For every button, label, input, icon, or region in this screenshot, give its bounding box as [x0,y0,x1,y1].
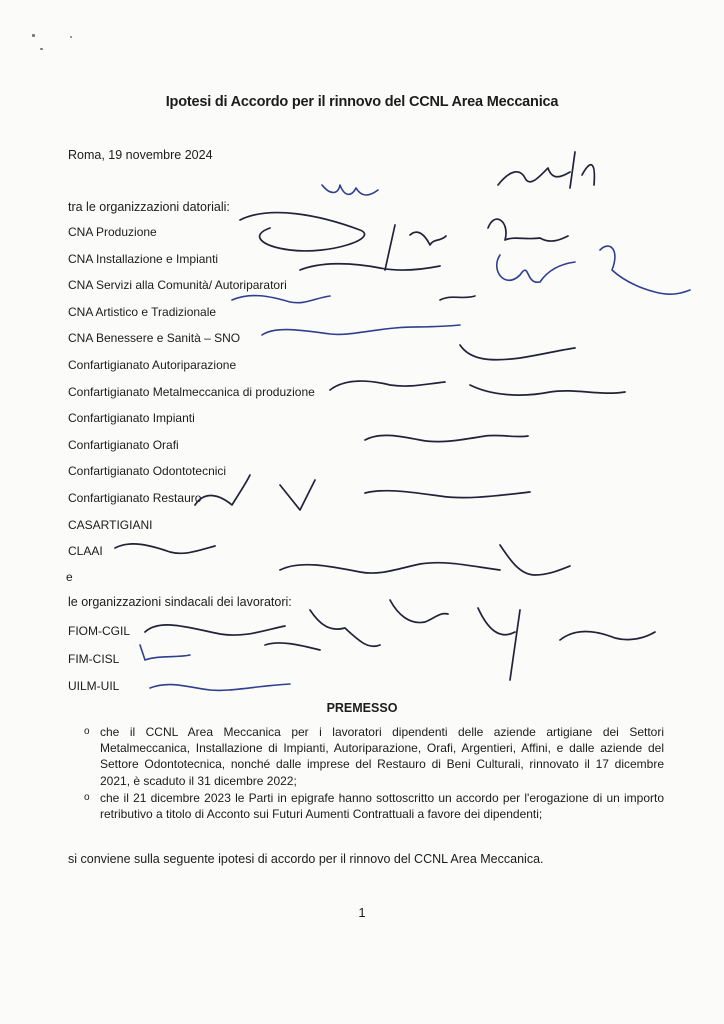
signature [265,643,320,650]
signature [150,684,290,690]
employer-organization: CNA Artistico e Tradizionale [68,304,217,319]
union-organization: UILM-UIL [68,679,120,693]
bullet-icon: o [84,791,90,803]
signature [460,345,575,360]
employer-organization: Confartigianato Impianti [68,411,195,426]
signature [310,610,380,646]
signature [570,152,594,188]
premise-item [86,790,664,822]
premise-text: che il 21 dicembre 2023 le Parti in epigrafe hanno sottoscritto un accordo per l'erogazione di un importo retributivo a titolo di Acconto sui Futuri Aumenti Contrattuali a favore dei dipendenti; [100,790,664,822]
bullet-icon: o [84,726,90,737]
date-line: Roma, 19 novembre 2024 [68,148,213,162]
signature [560,632,655,641]
union-organization-list [68,623,130,706]
employer-organization: CNA Installazione e Impianti [68,251,219,266]
employer-organization: Confartigianato Orafi [68,437,179,452]
signature [488,219,568,241]
conclusion-text: si conviene sulla seguente ipotesi di accordo per il rinnovo del CCNL Area Meccanica. [68,852,544,866]
conjunction: e [66,570,73,584]
premesso-heading: PREMESSO [326,701,398,715]
signature [600,246,690,294]
scan-speck [32,34,35,37]
employer-organization: CNA Benessere e Sanità – SNO [68,331,241,346]
scan-speck [70,36,72,38]
employer-organization-list [68,224,315,570]
premise-text: che il CCNL Area Meccanica per i lavoratori dipendenti delle aziende artigiane dei Settori Metalmeccanica, Installazione di Impianti, Autoriparazione, Orafi, Argentieri, Affini, e dalle aziende del Settore Odontotecnica, nonché dalle imprese del Restauro di Beni Culturali, rinnovato il 17 dicembre 2021, è scaduto il 31 dicembre 2022; [100,725,664,788]
employer-organization: Confartigianato Autoriparazione [68,357,237,372]
signature [365,491,530,498]
signature [140,645,190,660]
signature [330,381,445,390]
employer-organization: Confartigianato Restauro [68,490,202,505]
signature [470,385,625,395]
union-organization: FIM-CISL [68,651,120,666]
signature [365,435,528,441]
employer-organization: CNA Produzione [68,225,157,239]
employer-organization: Confartigianato Odontotecnici [68,464,227,479]
signature [498,168,570,185]
signature [440,296,475,300]
signature [390,600,448,623]
document-title: Ipotesi di Accordo per il rinnovo del CCNL Area Meccanica [165,94,559,110]
premise-item [86,724,664,789]
union-organization: FIOM-CGIL [68,624,130,638]
employers-intro: tra le organizzazioni datoriali: [68,200,230,214]
signature [322,185,378,195]
employer-organization: CASARTIGIANI [68,517,153,532]
employer-organization: Confartigianato Metalmeccanica di produzione [68,384,315,399]
signature [145,625,285,635]
scan-speck [40,48,43,50]
signature [300,264,440,270]
employer-organization: CLAAI [68,544,103,559]
premises-list [86,724,664,823]
signature [500,545,570,575]
signature [385,225,446,270]
page-number: 1 [358,905,366,920]
employer-organization: CNA Servizi alla Comunità/ Autoriparatori [68,278,287,293]
unions-intro: le organizzazioni sindacali dei lavoratori: [68,595,292,609]
signature [497,255,575,282]
signature [478,608,520,680]
